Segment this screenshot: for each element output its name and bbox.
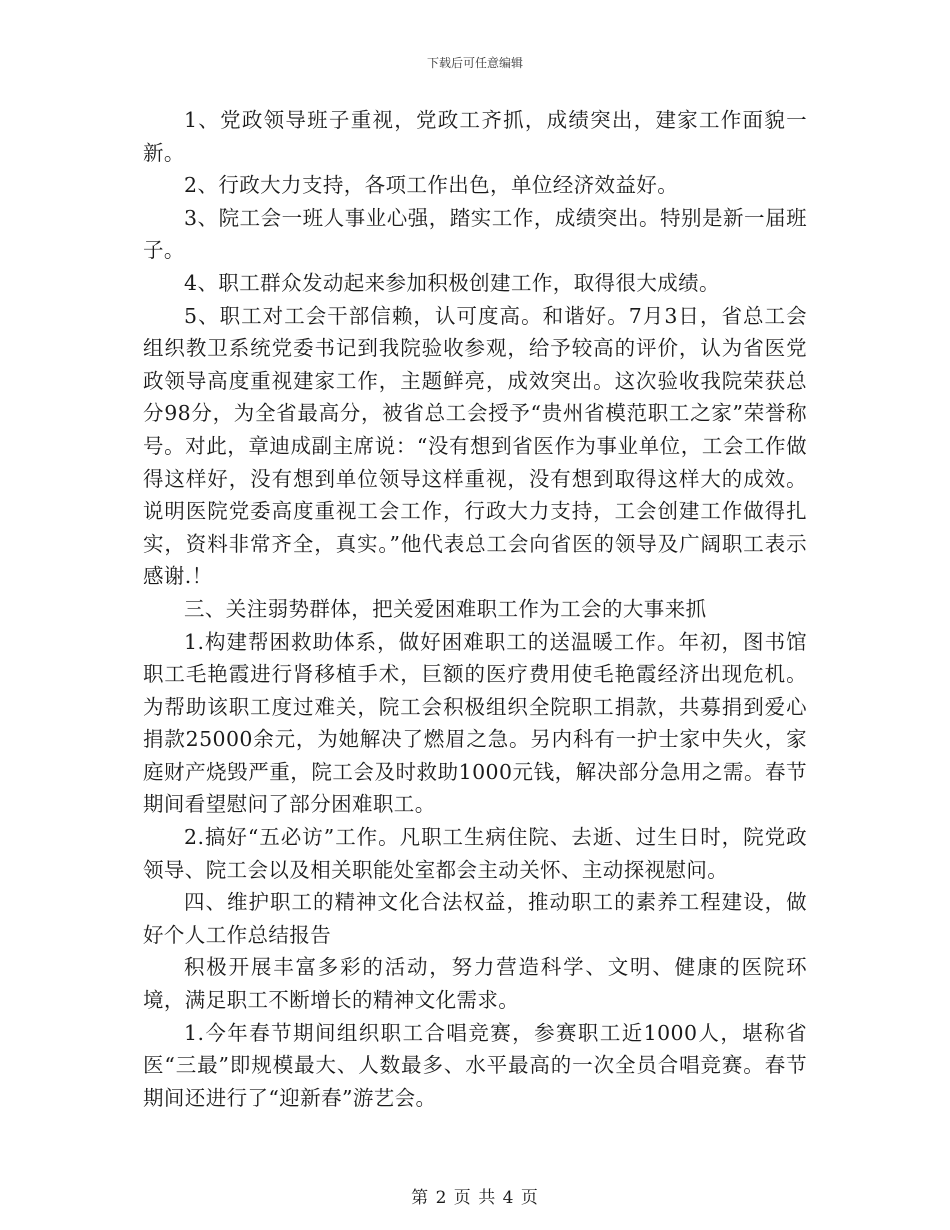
page-number: 第 2 页 共 4 页	[411, 1188, 539, 1208]
paragraph-item-1: 1、党政领导班子重视，党政工齐抓，成绩突出，建家工作面貌一新。	[143, 108, 807, 165]
paragraph-3-1: 1.构建帮困救助体系，做好困难职工的送温暖工作。年初，图书馆职工毛艳霞进行肾移植手术，巨额的医疗费用使毛艳霞经济出现危机。为帮助该职工度过难关，院工会积极组织全院职工捐款，共募捐到爱心捐款25000余元，为她解决了燃眉之急。另内科有一护士家中失火，家庭财产烧毁严重，院工会及时救助1000元钱，解决部分急用之需。春节期间看望慰问了部分困难职工。	[143, 629, 807, 817]
paragraph-item-4: 4、职工群众发动起来参加积极创建工作，取得很大成绩。	[184, 270, 720, 295]
paragraph-item-2: 2、行政大力支持，各项工作出色，单位经济效益好。	[184, 173, 679, 198]
section-heading-4: 四、维护职工的精神文化合法权益，推动职工的素养工程建设，做好个人工作总结报告	[143, 890, 807, 947]
paragraph-3-2: 2.搞好“五必访”工作。凡职工生病住院、去逝、过生日时，院党政领导、院工会以及相关职能处室都会主动关怀、主动探视慰问。	[143, 825, 807, 882]
section-heading-3: 三、关注弱势群体，把关爱困难职工作为工会的大事来抓	[184, 596, 707, 621]
document-body	[143, 104, 807, 1114]
paragraph-item-5: 5、职工对工会干部信赖，认可度高。和谐好。7月3日，省总工会组织教卫系统党委书记到我院验收参观，给予较高的评价，认为省医党政领导高度重视建家工作，主题鲜亮，成效突出。这次验收我院荣获总分98分，为全省最高分，被省总工会授予“贵州省模范职工之家”荣誉称号。对此，章迪成副主席说：“没有想到省医作为事业单位，工会工作做得这样好，没有想到单位领导这样重视，没有想到取得这样大的成效。说明医院党委高度重视工会工作，行政大力支持，工会创建工作做得扎实，资料非常齐全，真实。”他代表总工会向省医的领导及广阔职工表示感谢.！	[143, 303, 807, 589]
page-header-note: 下载后可任意编辑	[426, 56, 523, 70]
paragraph-4-intro: 积极开展丰富多彩的活动，努力营造科学、文明、健康的医院环境，满足职工不断增长的精神文化需求。	[143, 955, 807, 1013]
paragraph-4-1: 1.今年春节期间组织职工合唱竞赛，参赛职工近1000人，堪称省医“三最”即规模最大、人数最多、水平最高的一次全员合唱竞赛。春节期间还进行了“迎新春”游艺会。	[143, 1020, 807, 1110]
paragraph-item-3: 3、院工会一班人事业心强，踏实工作，成绩突出。特别是新一届班子。	[143, 205, 807, 263]
